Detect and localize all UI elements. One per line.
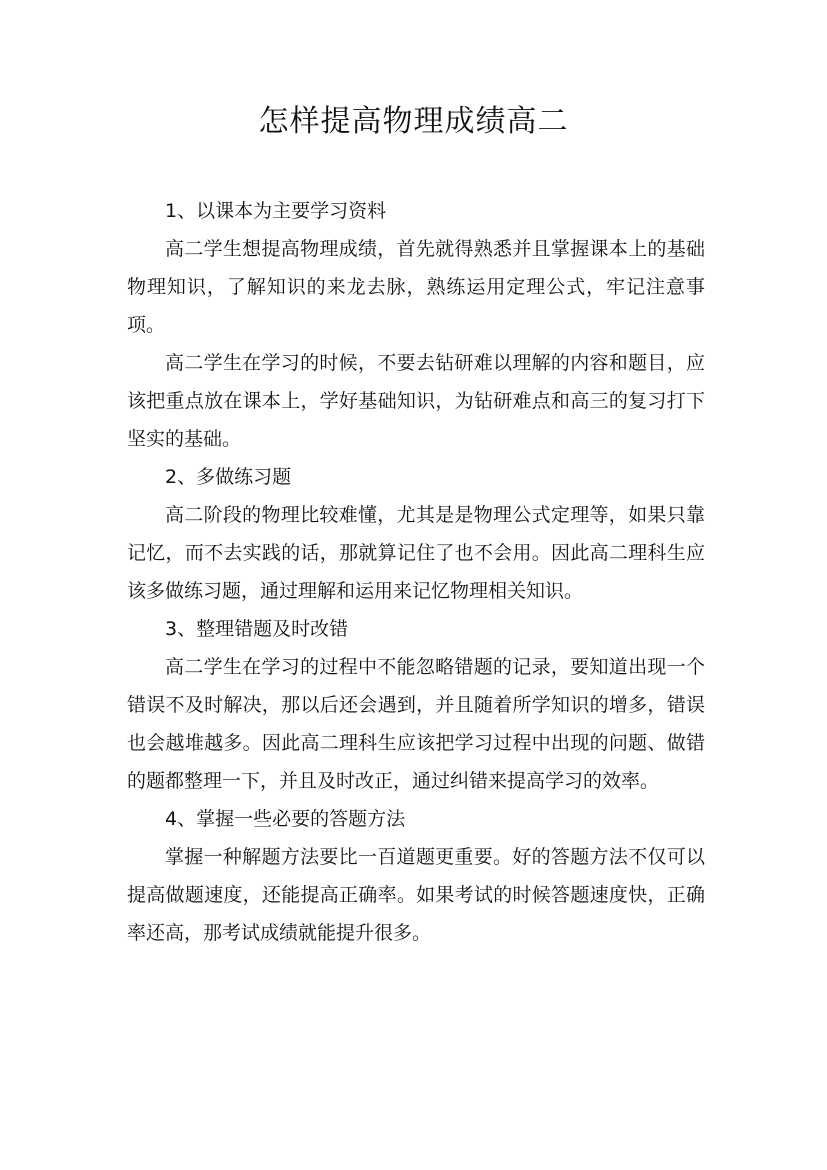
paragraph: 高二学生想提高物理成绩，首先就得熟悉并且掌握课本上的基础物理知识，了解知识的来龙去脉，熟练运用定理公式，牢记注意事项。 [127,238,705,336]
section-heading-1: 1、以课本为主要学习资料 [165,200,387,222]
paragraph: 高二学生在学习的时候，不要去钻研难以理解的内容和题目，应该把重点放在课本上，学好基础知识，为钻研难点和高三的复习打下坚实的基础。 [127,352,705,450]
paragraph: 高二阶段的物理比较难懂，尤其是是物理公式定理等，如果只靠记忆，而不去实践的话，那就算记住了也不会用。因此高二理科生应该多做练习题，通过理解和运用来记忆物理相关知识。 [127,504,705,602]
paragraph: 高二学生在学习的过程中不能忽略错题的记录，要知道出现一个错误不及时解决，那以后还会遇到，并且随着所学知识的增多，错误也会越堆越多。因此高二理科生应该把学习过程中出现的问题、做错的题都整理一下，并且及时改正，通过纠错来提高学习的效率。 [127,656,705,792]
paragraph: 掌握一种解题方法要比一百道题更重要。好的答题方法不仅可以提高做题速度，还能提高正确率。如果考试的时候答题速度快，正确率还高，那考试成绩就能提升很多。 [127,846,705,944]
section-heading-3: 3、整理错题及时改错 [165,618,349,640]
document-body [127,192,705,952]
document-title: 怎样提高物理成绩高二 [258,104,569,139]
section-heading-2: 2、多做练习题 [165,466,292,488]
section-heading-4: 4、掌握一些必要的答题方法 [165,808,406,830]
